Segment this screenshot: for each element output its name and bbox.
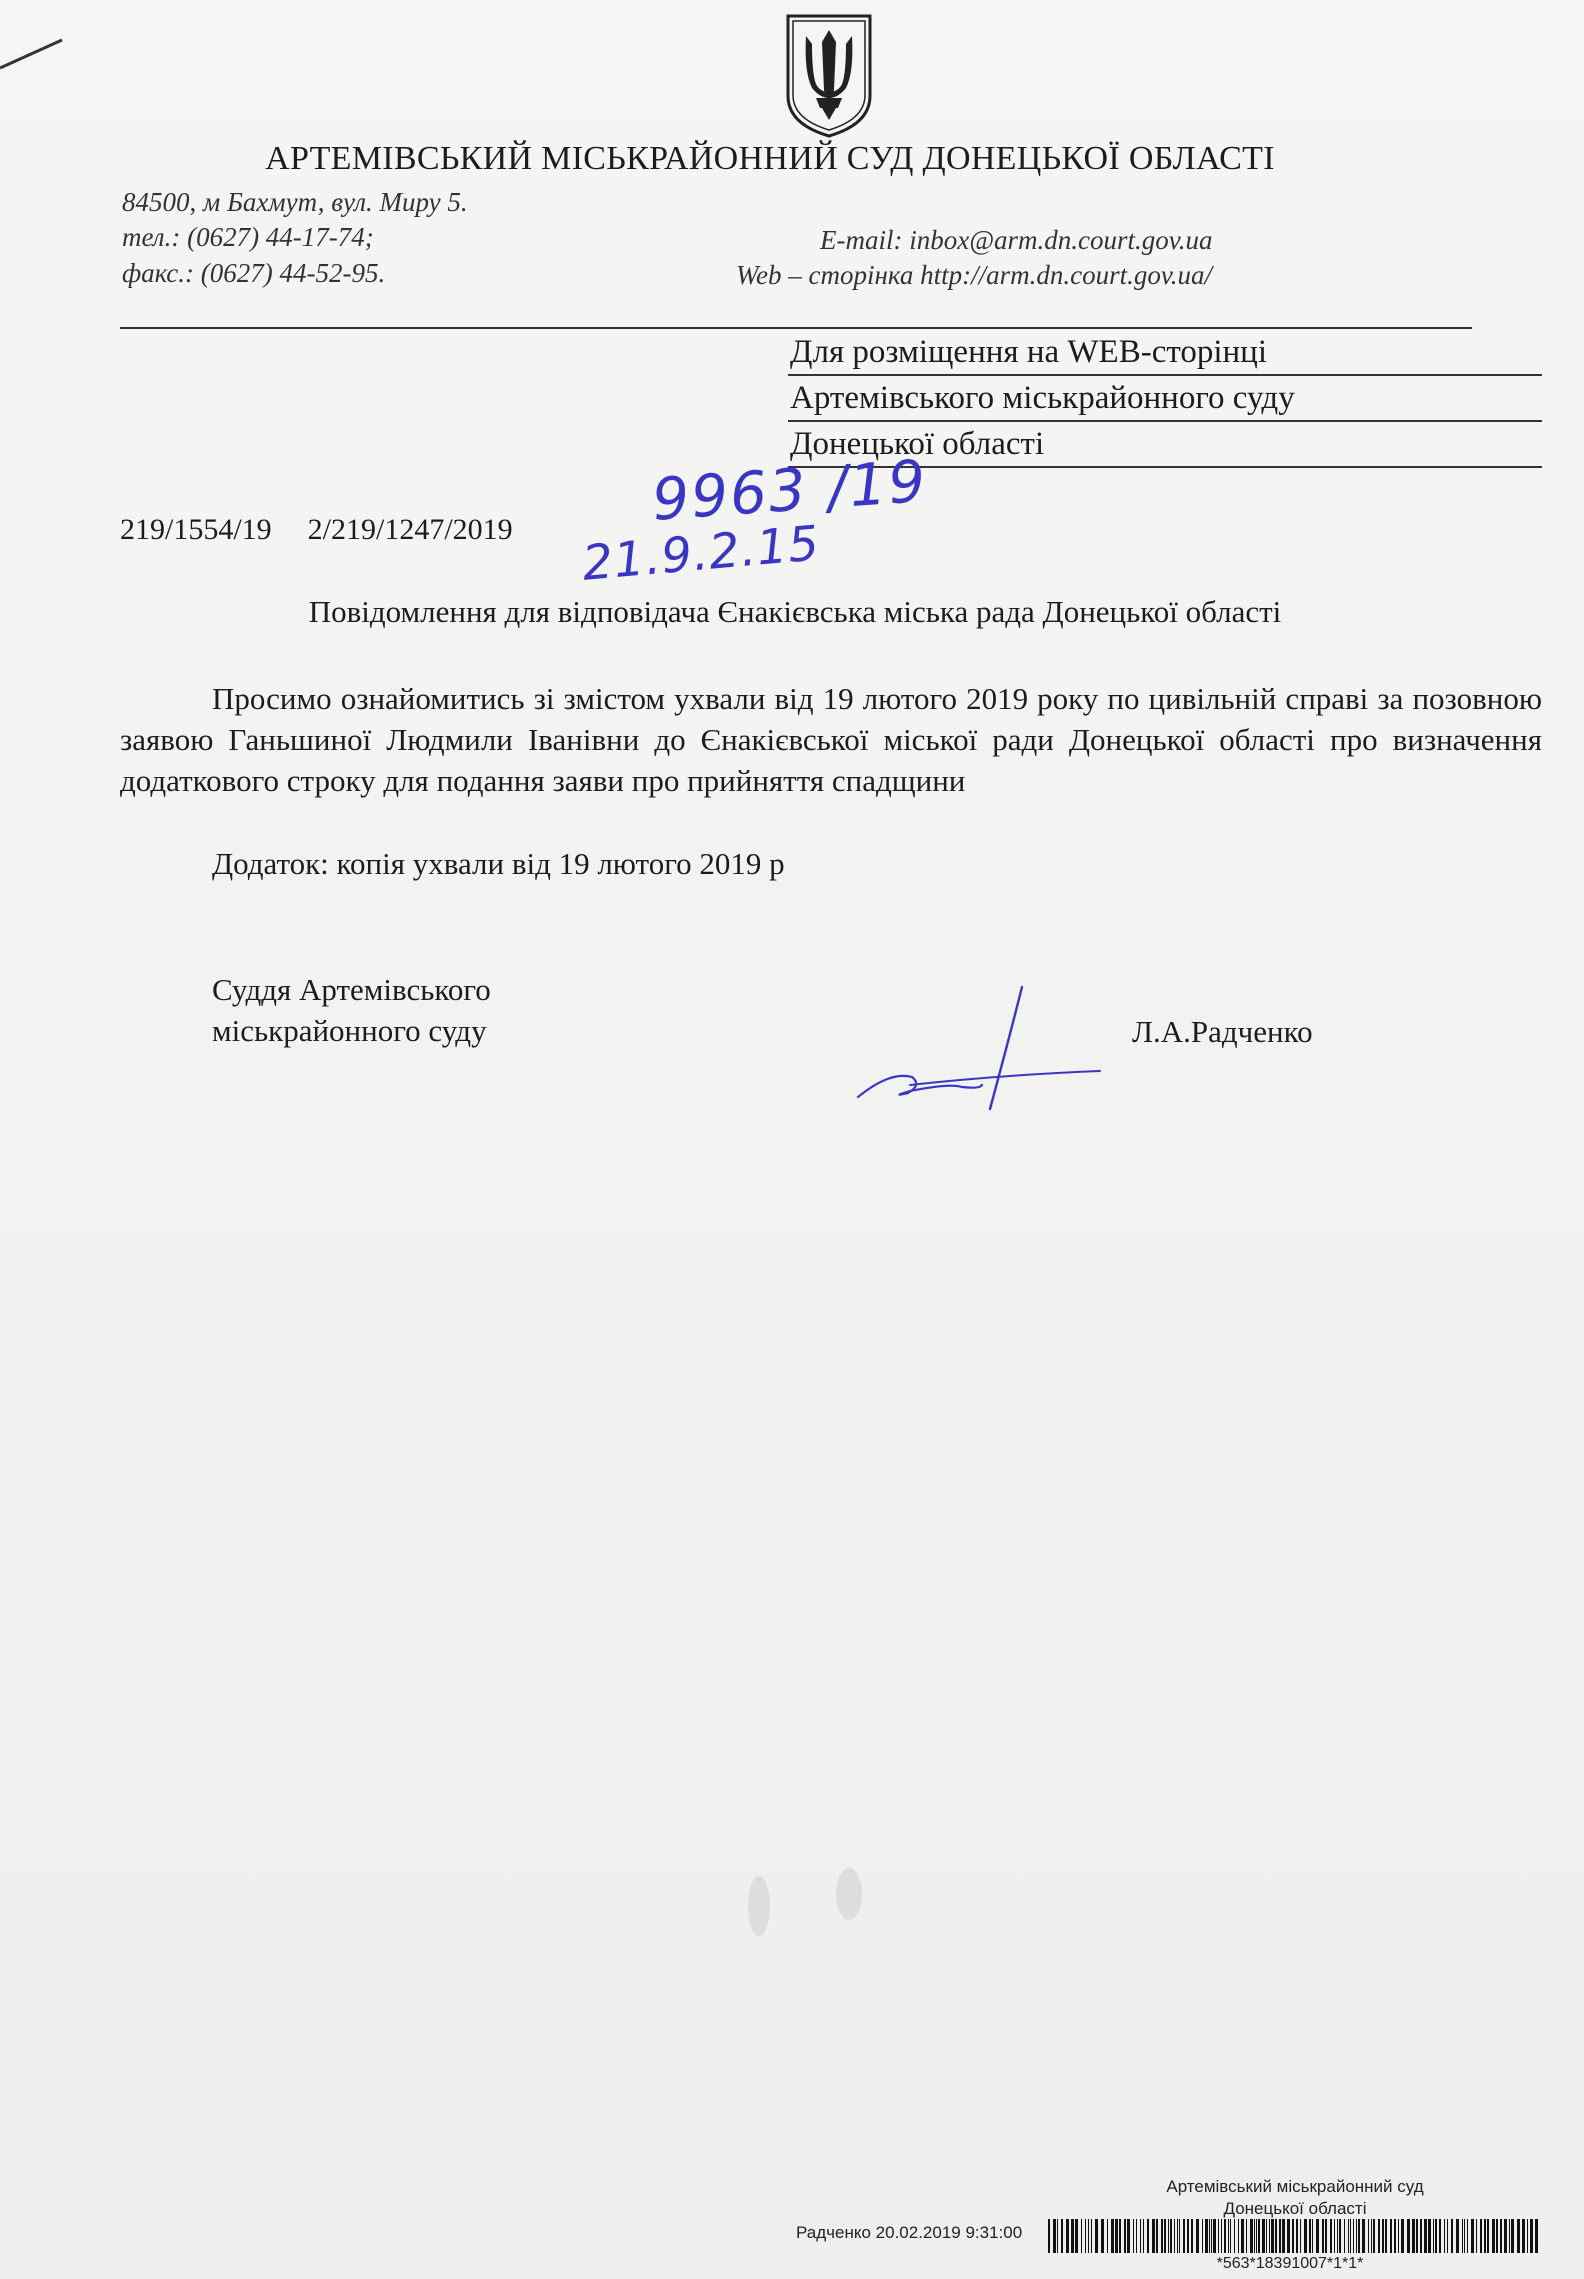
destination-line: Артемівського міськрайонного суду	[788, 376, 1542, 422]
barcode-bar	[1390, 2219, 1392, 2253]
barcode-bar	[1262, 2219, 1265, 2253]
scan-smudge	[836, 1868, 862, 1920]
barcode-bar	[1174, 2219, 1175, 2253]
barcode-bar	[1177, 2219, 1178, 2253]
barcode-bar	[1271, 2219, 1274, 2253]
barcode-bar	[1061, 2219, 1063, 2253]
judge-signature	[850, 985, 1110, 1115]
barcode-bar	[1407, 2219, 1410, 2253]
barcode-bar	[1101, 2219, 1104, 2253]
trident-emblem-icon	[782, 12, 876, 140]
barcode-bar	[1115, 2219, 1118, 2253]
barcode-bar	[1211, 2219, 1212, 2253]
court-name-title: АРТЕМІВСЬКИЙ МІСЬКРАЙОННИЙ СУД ДОНЕЦЬКОЇ ОБЛАСТІ	[265, 140, 1275, 177]
barcode-bar	[1071, 2219, 1074, 2253]
destination-block	[788, 330, 1542, 468]
barcode-bar	[1444, 2219, 1445, 2253]
barcode-bar	[1292, 2219, 1294, 2253]
stamp-court-line: Артемівський міськрайонний суд	[1166, 2177, 1424, 2196]
barcode-bar	[1187, 2219, 1189, 2253]
judge-name: Л.А.Радченко	[1132, 1014, 1313, 1049]
document-barcode	[1048, 2219, 1540, 2253]
barcode-bar	[1371, 2219, 1372, 2253]
barcode-bar	[1081, 2219, 1082, 2253]
barcode-bar	[1433, 2219, 1434, 2253]
barcode-bar	[1385, 2219, 1387, 2253]
case-number-unique: 219/1554/19	[120, 513, 272, 546]
barcode-bar	[1484, 2219, 1486, 2253]
barcode-bar	[1269, 2219, 1270, 2253]
barcode-bar	[1213, 2219, 1216, 2253]
barcode-bar	[1522, 2219, 1525, 2253]
barcode-bar	[1161, 2219, 1163, 2253]
case-numbers	[120, 513, 513, 547]
barcode-bar	[1330, 2219, 1332, 2253]
barcode-bar	[1218, 2219, 1219, 2253]
corner-scan-mark	[0, 18, 70, 78]
barcode-bar	[1378, 2219, 1380, 2253]
barcode-bar	[1224, 2219, 1226, 2253]
barcode-bar	[1156, 2219, 1158, 2253]
attachment-note: Додаток: копія ухвали від 19 лютого 2019 р	[212, 846, 785, 881]
barcode-bar	[1439, 2219, 1441, 2253]
barcode-bar	[1451, 2219, 1453, 2253]
barcode-bar	[1202, 2219, 1203, 2253]
barcode-bar	[1275, 2219, 1277, 2253]
barcode-bar	[1356, 2219, 1357, 2253]
barcode-bar	[1230, 2219, 1231, 2253]
barcode-bar	[1435, 2219, 1437, 2253]
barcode-bar	[1496, 2219, 1498, 2253]
barcode-bar	[1234, 2219, 1235, 2253]
barcode-bar	[1527, 2219, 1528, 2253]
barcode-bar	[1209, 2219, 1210, 2253]
barcode-caption: *563*18391007*1*1*	[1216, 2255, 1364, 2272]
barcode-bar	[1424, 2219, 1427, 2253]
barcode-bar	[1053, 2219, 1056, 2253]
barcode-bar	[1075, 2219, 1078, 2253]
barcode-bar	[1348, 2219, 1349, 2253]
barcode-bar	[1107, 2219, 1108, 2253]
barcode-bar	[1238, 2219, 1239, 2253]
barcode-bar	[1420, 2219, 1422, 2253]
barcode-bar	[1337, 2219, 1338, 2253]
barcode-bar	[1048, 2219, 1050, 2253]
barcode-bar	[1179, 2219, 1180, 2253]
barcode-bar	[1133, 2219, 1134, 2253]
barcode-bar	[1205, 2219, 1208, 2253]
barcode-bar	[1334, 2219, 1335, 2253]
court-website: Web – сторінка http://arm.dn.court.gov.ua/	[736, 260, 1213, 290]
barcode-bar	[1091, 2219, 1092, 2253]
barcode-bar	[1316, 2219, 1319, 2253]
barcode-bar	[1088, 2219, 1089, 2253]
stamp-court-name	[1130, 2176, 1460, 2220]
barcode-bar	[1241, 2219, 1244, 2253]
scan-smudge	[748, 1876, 770, 1936]
barcode-bar	[1196, 2219, 1199, 2253]
barcode-bar	[1304, 2219, 1307, 2253]
barcode-bar	[1362, 2219, 1365, 2253]
barcode-bar	[1471, 2219, 1474, 2253]
barcode-bar	[1464, 2219, 1465, 2253]
handwritten-registration-number: 9963 /19	[650, 446, 930, 534]
barcode-bar	[1368, 2219, 1369, 2253]
barcode-bar	[1401, 2219, 1404, 2253]
barcode-bar	[1111, 2219, 1114, 2253]
barcode-bar	[1258, 2219, 1260, 2253]
barcode-bar	[1246, 2219, 1247, 2253]
barcode-bar	[1412, 2219, 1415, 2253]
barcode-bar	[1191, 2219, 1193, 2253]
barcode-bar	[1530, 2219, 1533, 2253]
barcode-bar	[1394, 2219, 1396, 2253]
barcode-bar	[1344, 2219, 1345, 2253]
stamp-author-datetime: Радченко 20.02.2019 9:31:00	[796, 2223, 1023, 2242]
barcode-bar	[1266, 2219, 1267, 2253]
barcode-bar	[1504, 2219, 1507, 2253]
barcode-bar	[1339, 2219, 1341, 2253]
barcode-bar	[1487, 2219, 1489, 2253]
barcode-bar	[1398, 2219, 1399, 2253]
court-fax: факс.: (0627) 44-52-95.	[122, 258, 386, 288]
barcode-bar	[1480, 2219, 1482, 2253]
barcode-bar	[1300, 2219, 1301, 2253]
header-divider	[120, 327, 1472, 329]
barcode-bar	[1509, 2219, 1510, 2253]
barcode-bar	[1254, 2219, 1255, 2253]
barcode-bar	[1325, 2219, 1327, 2253]
court-phone: тел.: (0627) 44-17-74;	[122, 222, 374, 252]
judge-title-line: Суддя Артемівського	[212, 972, 491, 1007]
barcode-bar	[1428, 2219, 1431, 2253]
barcode-bar	[1535, 2219, 1538, 2253]
judge-title-line: міськрайонного суду	[212, 1013, 487, 1048]
destination-line: Для розміщення на WEB-сторінці	[788, 330, 1542, 376]
barcode-bar	[1279, 2219, 1281, 2253]
barcode-bar	[1358, 2219, 1360, 2253]
barcode-bar	[1322, 2219, 1324, 2253]
barcode-bar	[1170, 2219, 1172, 2253]
stamp-court-line: Донецької області	[1223, 2199, 1367, 2218]
barcode-bar	[1462, 2219, 1463, 2253]
barcode-bar	[1282, 2219, 1285, 2253]
barcode-bar	[1287, 2219, 1290, 2253]
barcode-bar	[1312, 2219, 1313, 2253]
barcode-bar	[1382, 2219, 1384, 2253]
barcode-bar	[1168, 2219, 1169, 2253]
court-email: E-mail: inbox@arm.dn.court.gov.ua	[820, 225, 1213, 255]
barcode-bar	[1492, 2219, 1495, 2253]
notice-heading: Повідомлення для відповідача Єнакієвська міська рада Донецької області	[308, 594, 1282, 629]
barcode-bar	[1124, 2219, 1126, 2253]
barcode-bar	[1143, 2219, 1144, 2253]
judge-title	[212, 969, 491, 1051]
barcode-bar	[1221, 2219, 1222, 2253]
barcode-bar	[1350, 2219, 1351, 2253]
barcode-bar	[1095, 2219, 1098, 2253]
barcode-bar	[1517, 2219, 1520, 2253]
barcode-bar	[1467, 2219, 1468, 2253]
barcode-bar	[1140, 2219, 1141, 2253]
barcode-bar	[1119, 2219, 1121, 2253]
barcode-bar	[1085, 2219, 1086, 2253]
notice-body: Просимо ознайомитись зі змістом ухвали від 19 лютого 2019 року по цивільній справі за позовною заявою Ганьшиної Людмили Іванівни до Єнакієвської міської ради Донецької області про визначення додаткового строку для подання заяви про прийняття спадщини	[120, 681, 1542, 798]
barcode-bar	[1456, 2219, 1459, 2253]
barcode-bar	[1416, 2219, 1418, 2253]
barcode-bar	[1511, 2219, 1514, 2253]
barcode-bar	[1152, 2219, 1155, 2253]
barcode-bar	[1373, 2219, 1375, 2253]
barcode-bar	[1256, 2219, 1257, 2253]
barcode-bar	[1127, 2219, 1130, 2253]
barcode-bar	[1164, 2219, 1166, 2253]
barcode-bar	[1447, 2219, 1448, 2253]
barcode-bar	[1500, 2219, 1502, 2253]
barcode-bar	[1066, 2219, 1069, 2253]
barcode-bar	[1183, 2219, 1185, 2253]
barcode-bar	[1296, 2219, 1298, 2253]
handwritten-index-note: 21.9.2.15	[580, 515, 822, 592]
barcode-bar	[1353, 2219, 1354, 2253]
barcode-bar	[1250, 2219, 1253, 2253]
destination-line: Донецької області	[788, 422, 1542, 468]
barcode-bar	[1057, 2219, 1058, 2253]
barcode-bar	[1309, 2219, 1311, 2253]
barcode-bar	[1476, 2219, 1477, 2253]
barcode-bar	[1147, 2219, 1149, 2253]
barcode-bar	[1136, 2219, 1137, 2253]
court-address: 84500, м Бахмут, вул. Миру 5.	[122, 187, 468, 217]
case-number-proceeding: 2/219/1247/2019	[307, 513, 513, 546]
barcode-bar	[1228, 2219, 1229, 2253]
